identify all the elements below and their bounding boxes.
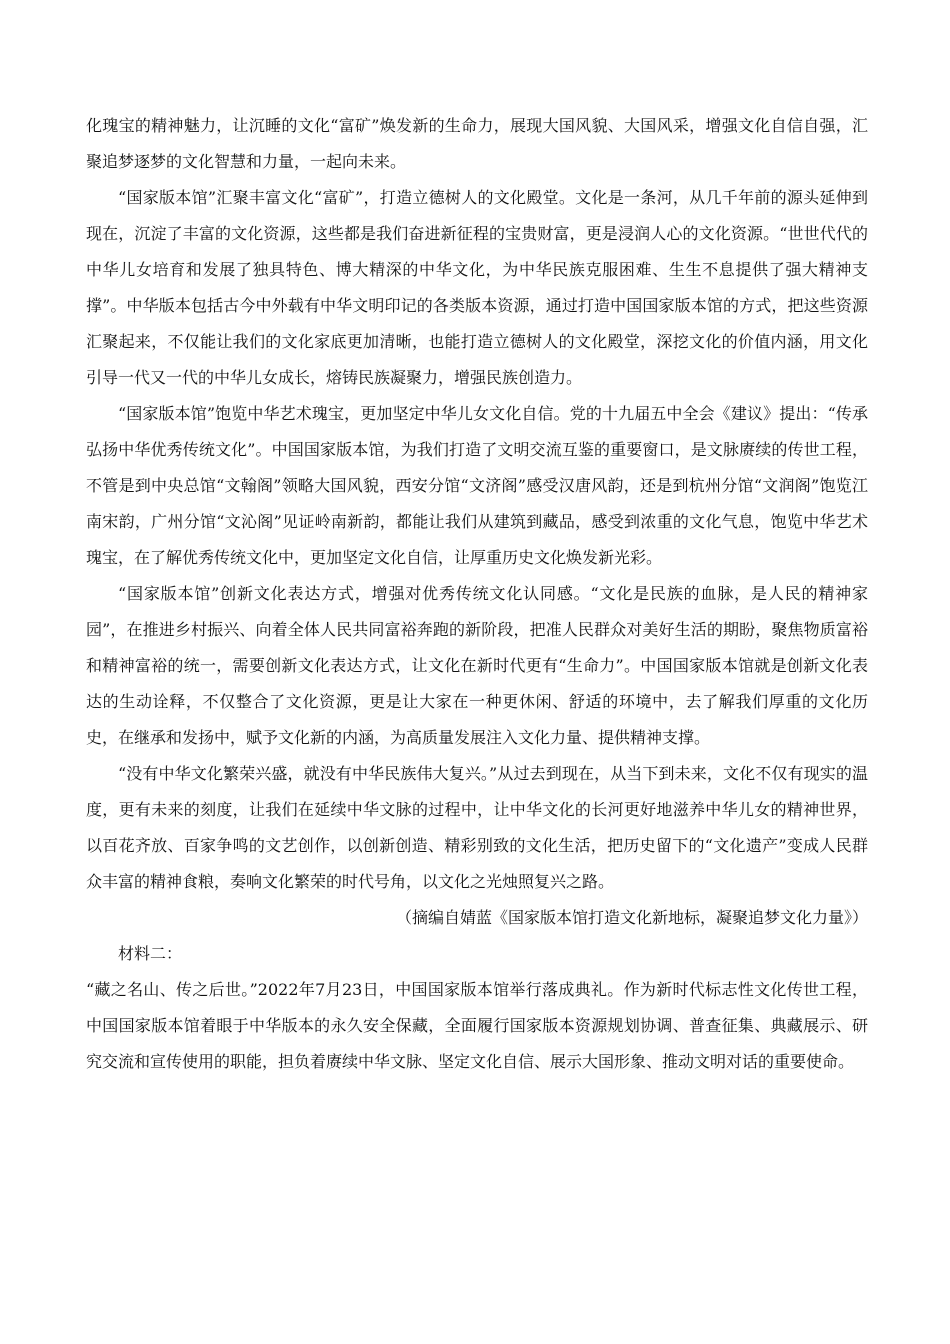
paragraph-rejuvenation: “没有中华文化繁荣兴盛，就没有中华民族伟大复兴。”从过去到现在，从当下到未来，文化不仅有现实的温度，更有未来的刻度，让我们在延续中华文脉的过程中，让中华文化的长河更好地滋养中华儿女的精神世界，以百花齐放、百家争鸣的文艺创作，以创新创造、精彩别致的文化生活，把历史留下的“文化遗产”变成人民群众丰富的精神食粮，奏响文化繁荣的时代号角，以文化之光烛照复兴之路。 xyxy=(86,764,868,891)
source-citation: （摘编自婧蓝《国家版本馆打造文化新地标，凝聚追梦文化力量》） xyxy=(395,908,868,927)
paragraph-continuation: 化瑰宝的精神魅力，让沉睡的文化“富矿”焕发新的生命力，展现大国风貌、大国风采，增强文化自信自强，汇聚追梦逐梦的文化智慧和力量，一起向未来。 xyxy=(86,116,868,171)
paragraph-cultural-expression: “国家版本馆”创新文化表达方式，增强对优秀传统文化认同感。“文化是民族的血脉，是人民的精神家园”，在推进乡村振兴、向着全体人民共同富裕奔跑的新阶段，把准人民群众对美好生活的期盼，聚焦物质富裕和精神富裕的统一，需要创新文化表达方式，让文化在新时代更有“生命力”。中国国家版本馆就是创新文化表达的生动诠释，不仅整合了文化资源，更是让大家在一种更休闲、舒适的环境中，去了解我们厚重的文化历史，在继承和发扬中，赋予文化新的内涵，为高质量发展注入文化力量、提供精神支撑。 xyxy=(86,584,868,747)
paragraph-cultural-treasure: “国家版本馆”汇聚丰富文化“富矿”，打造立德树人的文化殿堂。文化是一条河，从几千年前的源头延伸到现在，沉淀了丰富的文化资源，这些都是我们奋进新征程的宝贵财富，更是浸润人心的文化资源。“世世代代的中华儿女培育和发展了独具特色、博大精深的中华文化，为中华民族克服困难、生生不息提供了强大精神支撑”。中华版本包括古今中外载有中华文明印记的各类版本资源，通过打造中国国家版本馆的方式，把这些资源汇聚起来，不仅能让我们的文化家底更加清晰，也能打造立德树人的文化殿堂，深挖文化的价值内涵，用文化引导一代又一代的中华儿女成长，熔铸民族凝聚力，增强民族创造力。 xyxy=(86,188,868,387)
material-two-label: 材料二： xyxy=(118,944,183,963)
paragraph-material-two: “藏之名山、传之后世。”2022年7月23日，中国国家版本馆举行落成典礼。作为新时代标志性文化传世工程，中国国家版本馆着眼于中华版本的永久安全保藏，全面履行国家版本资源规划协调、普查征集、典藏展示、研究交流和宣传使用的职能，担负着赓续中华文脉、坚定文化自信、展示大国形象、推动文明对话的重要使命。 xyxy=(86,980,868,1071)
paragraph-art-treasure: “国家版本馆”饱览中华艺术瑰宝，更加坚定中华儿女文化自信。党的十九届五中全会《建议》提出：“传承弘扬中华优秀传统文化”。中国国家版本馆，为我们打造了文明交流互鉴的重要窗口，是文脉赓续的传世工程，不管是到中央总馆“文翰阁”领略大国风貌，西安分馆“文济阁”感受汉唐风韵，还是到杭州分馆“文润阁”饱览江南宋韵，广州分馆“文沁阁”见证岭南新韵，都能让我们从建筑到藏品，感受到浓重的文化气息，饱览中华艺术瑰宝，在了解优秀传统文化中，更加坚定文化自信，让厚重历史文化焕发新光彩。 xyxy=(86,404,868,567)
article-body xyxy=(86,108,868,1080)
